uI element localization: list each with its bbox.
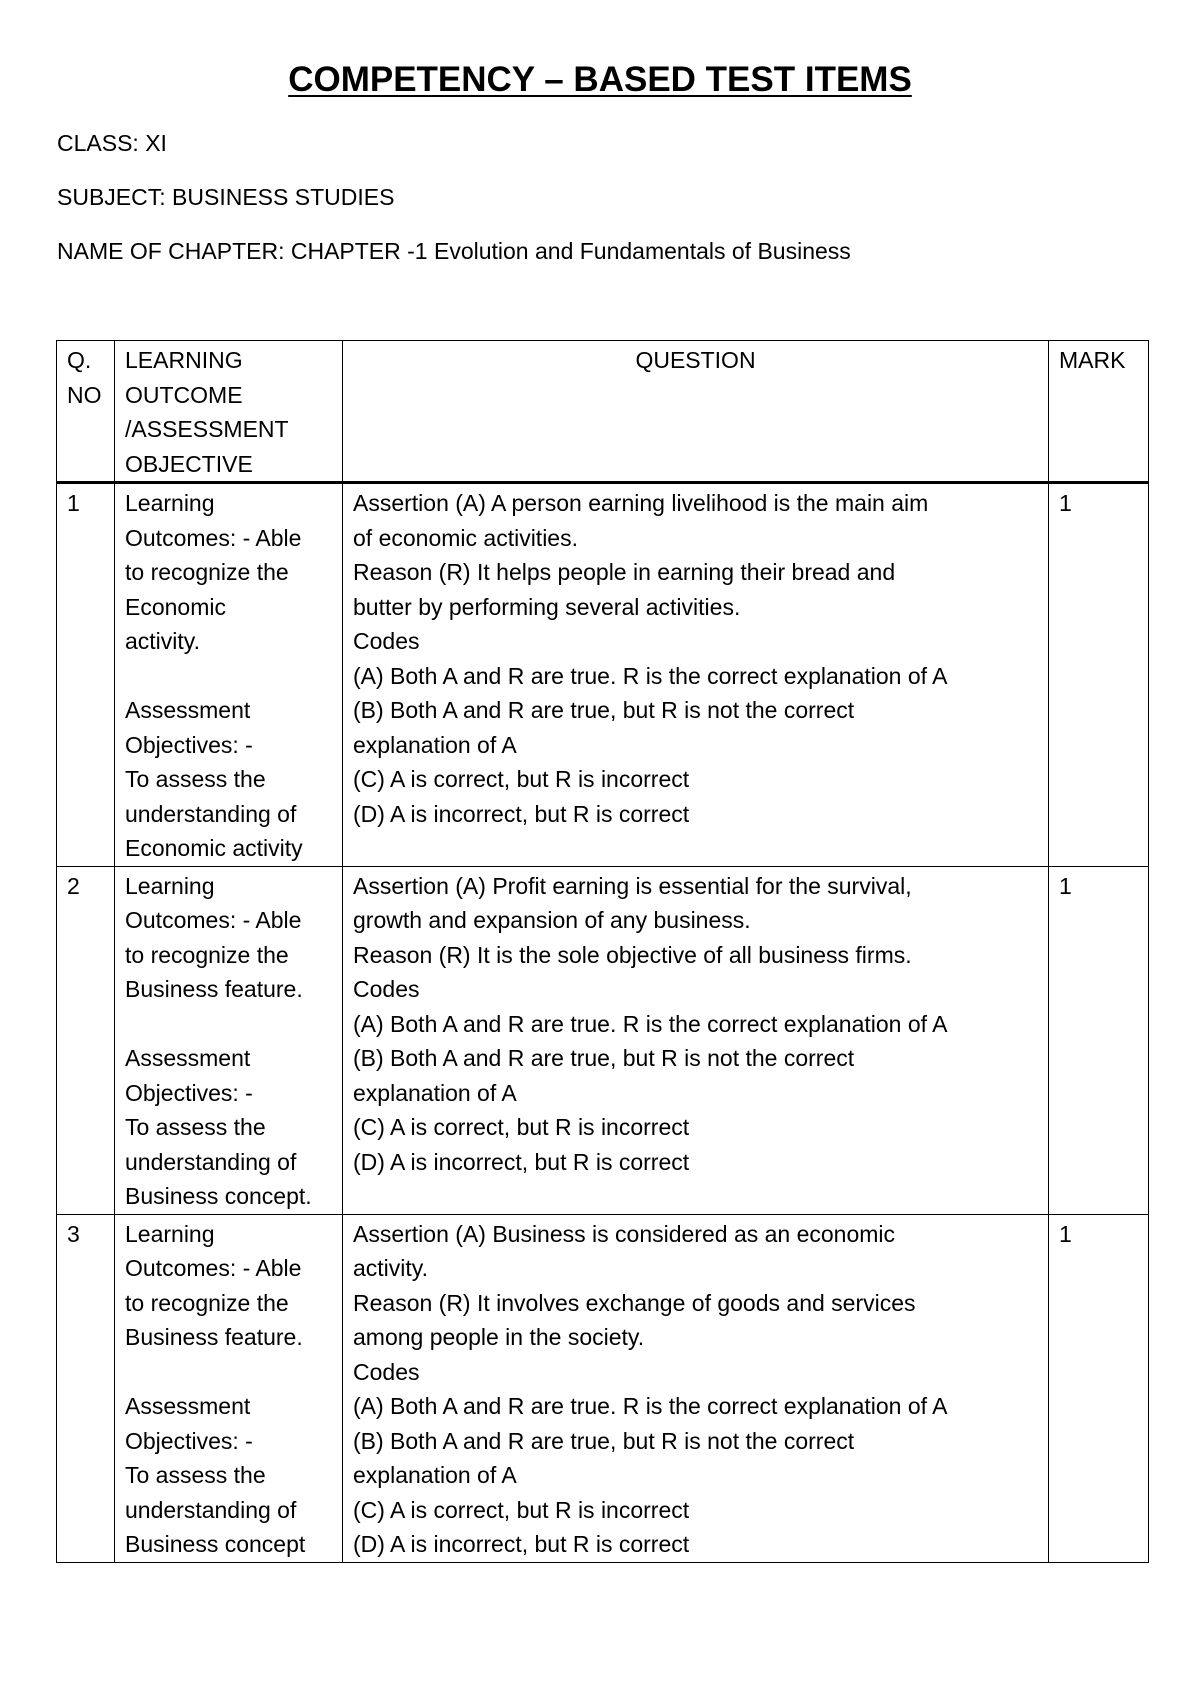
page-title: COMPETENCY – BASED TEST ITEMS <box>288 60 912 99</box>
row-mark: 1 <box>1049 866 1149 1214</box>
header-qno: Q. NO <box>57 341 115 483</box>
table-row <box>57 483 1149 867</box>
row-outcome: Learning Outcomes: - Able to recognize the Economic activity. Assessment Objectives: - To assess the understanding of Economic activity <box>115 483 343 867</box>
row-outcome: Learning Outcomes: - Able to recognize the Business feature. Assessment Objectives: - To assess the understanding of Business concept. <box>115 866 343 1214</box>
table-row <box>57 866 1149 1214</box>
row-question: Assertion (A) A person earning livelihood is the main aim of economic activities. Reason (R) It helps people in earning their bread and butter by performing several activities. Codes (A) Both A and R are true. R is the correct explanation of A (B) Both A and R are true, but R is not the correct explanation of A (C) A is correct, but R is incorrect (D) A is incorrect, but R is correct <box>343 483 1049 867</box>
row-qno: 3 <box>57 1214 115 1562</box>
row-question: Assertion (A) Business is considered as an economic activity. Reason (R) It involves exchange of goods and services among people in the society. Codes (A) Both A and R are true. R is the correct explanation of A (B) Both A and R are true, but R is not the correct explanation of A (C) A is correct, but R is incorrect (D) A is incorrect, but R is correct <box>343 1214 1049 1562</box>
class-line: CLASS: XI <box>57 130 167 156</box>
row-mark: 1 <box>1049 483 1149 867</box>
table-row <box>57 1214 1149 1562</box>
test-items-table <box>56 340 1149 1563</box>
row-outcome: Learning Outcomes: - Able to recognize the Business feature. Assessment Objectives: - To assess the understanding of Business concept <box>115 1214 343 1562</box>
row-qno: 2 <box>57 866 115 1214</box>
row-question: Assertion (A) Profit earning is essential for the survival, growth and expansion of any business. Reason (R) It is the sole objective of all business firms. Codes (A) Both A and R are true. R is the correct explanation of A (B) Both A and R are true, but R is not the correct explanation of A (C) A is correct, but R is incorrect (D) A is incorrect, but R is correct <box>343 866 1049 1214</box>
header-mark: MARK <box>1049 341 1149 483</box>
subject-line: SUBJECT: BUSINESS STUDIES <box>57 184 395 210</box>
table-header-row <box>57 341 1149 483</box>
chapter-line: NAME OF CHAPTER: CHAPTER -1 Evolution and Fundamentals of Business <box>57 238 851 264</box>
row-mark: 1 <box>1049 1214 1149 1562</box>
header-outcome: LEARNING OUTCOME /ASSESSMENT OBJECTIVE <box>115 341 343 483</box>
row-qno: 1 <box>57 483 115 867</box>
header-question: QUESTION <box>343 341 1049 483</box>
